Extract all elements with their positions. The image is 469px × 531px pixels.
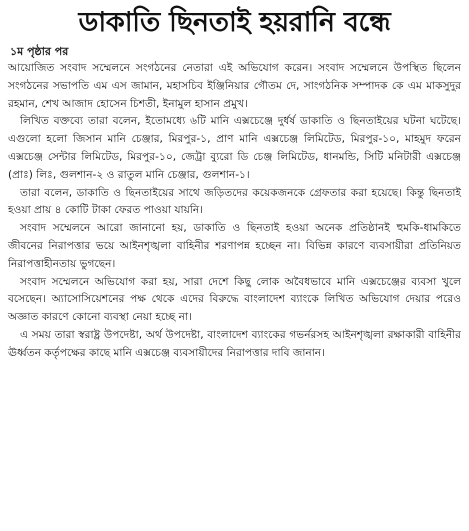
paragraph: সংবাদ সম্মেলনে অভিযোগ করা হয়, সারা দেশে কিছু লোক অবৈধভাবে মানি এক্সচেঞ্জের ব্যবসা খুলে বসেছেন। অ্যাসোসিয়েশনের পক্ষ থেকে এদের বিরুদ্ধে বাংলাদেশ ব্যাংকে লিখিত অভিযোগ দেয়ার পরেও অজ্ঞাত কারণে কোনো ব্যবস্থা নেয়া হচ্ছে না।	[8, 275, 461, 324]
paragraph: সংবাদ সম্মেলনে আরো জানানো হয়, ডাকাতি ও ছিনতাই হওয়া অনেক প্রতিষ্ঠানই হুমকি-ধামকিতে জীবনের নিরাপত্তার ভয়ে আইনশৃঙ্খলা বাহিনীর শরণাপন্ন হচ্ছেন না। বিভিন্ন কারণে ব্যবসায়ীরা প্রতিনিয়ত নিরাপত্তাহীনতায় ভুগছেন।	[8, 222, 461, 270]
paragraph: তারা বলেন, ডাকাতি ও ছিনতাইয়ের সাথে জড়িতদের কয়েকজনকে গ্রেফতার করা হয়েছে। কিন্তু ছিনতাই হওয়া প্রায় ৪ কোটি টাকা ফেরত পাওয়া যায়নি।	[8, 186, 461, 217]
headline: ডাকাতি ছিনতাই হয়রানি বন্ধে	[78, 7, 391, 38]
paragraph: এ সময় তারা স্বরাষ্ট্র উপদেষ্টা, অর্থ উপদেষ্টা, বাংলাদেশ ব্যাংকের গভর্নরসহ আইনশৃঙ্খলা রক্ষাকারী বাহিনীর ঊর্ধ্বতন কর্তৃপক্ষের কাছে মানি এক্সচেঞ্জ ব্যবসায়ীদের নিরাপত্তার দাবি জানান।	[8, 328, 461, 359]
paragraph: আয়োজিত সংবাদ সম্মেলনে সংগঠনের নেতারা এই অভিযোগ করেন। সংবাদ সম্মেলনে উপস্থিত ছিলেন সংগঠনের সভাপতি এম এস জামান, মহাসচিব ইঞ্জিনিয়ার গৌতম দে, সাংগঠনিক সম্পাদক কে এম মাকসুদুর রহমান, শেখ আজাদ হোসেন চিশতী, ইনামুল হাসান প্রমুখ।	[8, 62, 461, 110]
paragraph: লিখিত বক্তব্যে তারা বলেন, ইতোমধ্যে ৬টি মানি এক্সচেঞ্জে দুর্ধর্ষ ডাকাতি ও ছিনতাইয়ের ঘটনা ঘটেছে। এগুলো হলো জিসান মানি চেঞ্জার, মিরপুর-১, প্রাণ মানি এক্সচেঞ্জ লিমিটেড, মিরপুর-১০, মাহমুদ ফরেন এক্সচেঞ্জ সেন্টার লিমিটেড, মিরপুর-১০, জেট্রা ব্যুরো ডি চেঞ্জ লিমিটেড, ধানমন্ডি, সিটি মনিটারী এক্সচেঞ্জ (প্রাঃ) লিঃ, গুলশান-২ ও রাতুল মানি চেঞ্জার, গুলশান-১।	[8, 115, 461, 181]
article-body	[8, 60, 461, 363]
continued-from-label: ১ম পৃষ্ঠার পর	[10, 45, 69, 58]
